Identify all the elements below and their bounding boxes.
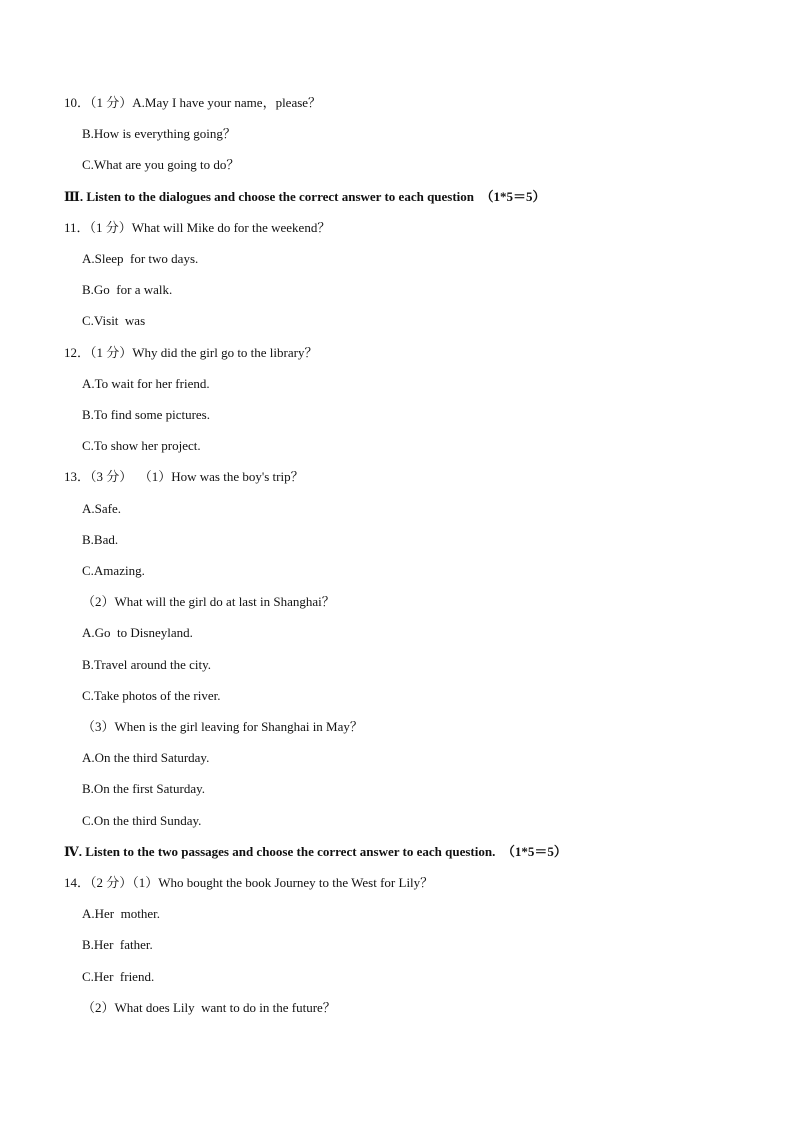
question-11-option-c: C.Visit was: [82, 313, 146, 329]
question-14-1-option-a: A.Her mother.: [82, 906, 160, 922]
question-13-3-option-a: A.On the third Saturday.: [82, 750, 210, 766]
question-11-option-a: A.Sleep for two days.: [82, 251, 199, 266]
question-11-option-b: B.Go for a walk.: [82, 282, 173, 298]
question-13-2-option-c: C.Take photos of the river.: [82, 687, 221, 703]
question-13-2-option-a: A.Go to Disneyland.: [82, 625, 193, 641]
question-13-3: （3）When is the girl leaving for Shanghai in May？: [82, 719, 363, 734]
question-13-1-option-a: A.Safe.: [82, 500, 121, 516]
question-10-option-b: B.How is everything going？: [82, 126, 236, 142]
question-12-option-a: A.To wait for her friend.: [82, 375, 210, 391]
section-4-heading: Ⅳ. Listen to the two passages and choose the correct answer to each question. （1*5＝5）: [64, 843, 567, 859]
question-10: 10．（1 分）A.May I have your name，please？: [64, 95, 322, 110]
question-13-3-option-c: C.On the third Sunday.: [82, 812, 202, 828]
question-14-1-option-c: C.Her friend.: [82, 968, 155, 984]
question-13-1-option-c: C.Amazing.: [82, 563, 145, 578]
question-14-2: （2）What does Lily want to do in the future？: [82, 999, 336, 1015]
question-13-1-option-b: B.Bad.: [82, 531, 119, 547]
question-13: 13．（3 分） （1）How was the boy's trip？: [64, 469, 304, 485]
question-10-option-c: C.What are you going to do？: [82, 157, 240, 173]
question-11: 11．（1 分）What will Mike do for the weekend？: [64, 219, 331, 235]
question-12: 12．（1 分）Why did the girl go to the library？: [64, 344, 318, 360]
question-13-3-option-b: B.On the first Saturday.: [82, 781, 205, 797]
question-14: 14．（2 分）（1）Who bought the book Journey to the West for Lily？: [64, 875, 434, 890]
question-13-2: （2）What will the girl do at last in Shanghai？: [82, 594, 335, 610]
question-12-option-c: C.To show her project.: [82, 438, 201, 454]
section-3-heading: Ⅲ. Listen to the dialogues and choose the correct answer to each question （1*5＝5）: [64, 188, 546, 204]
question-14-1-option-b: B.Her father.: [82, 937, 153, 953]
question-13-2-option-b: B.Travel around the city.: [82, 656, 212, 672]
question-12-option-b: B.To find some pictures.: [82, 407, 210, 422]
